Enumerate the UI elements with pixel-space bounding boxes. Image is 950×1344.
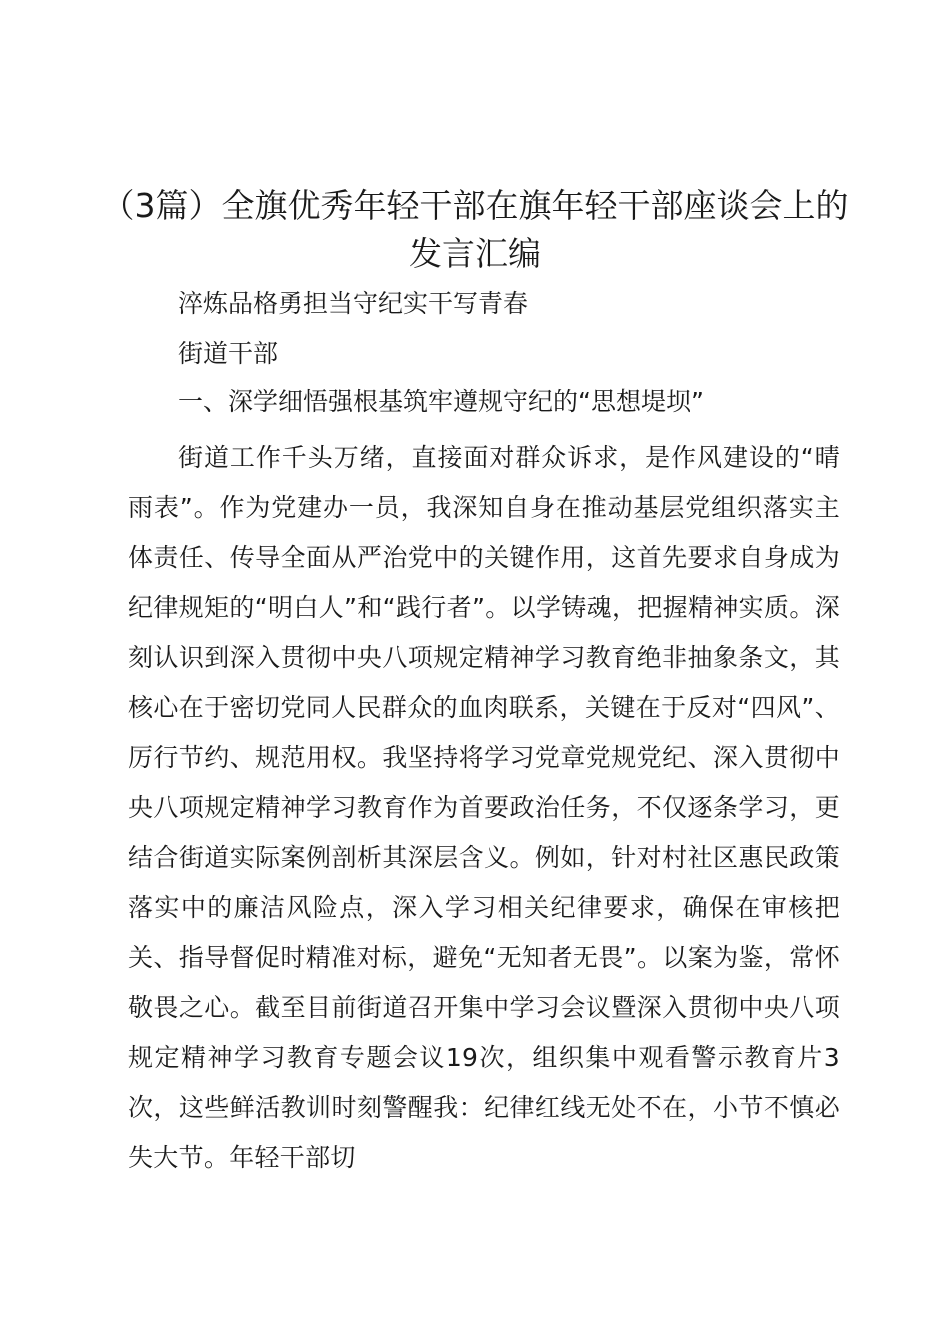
author-line: 街道干部 <box>178 339 279 368</box>
body-paragraph: 街道工作千头万绪，直接面对群众诉求，是作风建设的“晴雨表”。作为党建办一员，我深知自身在推动基层党组织落实主体责任、传导全面从严治党中的关键作用，这首先要求自身成为纪律规矩的“明白人”和“践行者”。以学铸魂，把握精神实质。深刻认识到深入贯彻中央八项规定精神学习教育绝非抽象条文，其核心在于密切党同人民群众的血肉联系，关键在于反对“四风”、厉行节约、规范用权。我坚持将学习党章党规党纪、深入贯彻中央八项规定精神学习教育作为首要政治任务，不仅逐条学习，更结合街道实际案例剖析其深层含义。例如，针对村社区惠民政策落实中的廉洁风险点，深入学习相关纪律要求，确保在审核把关、指导督促时精准对标，避免“无知者无畏”。以案为鉴，常怀敬畏之心。截至目前街道召开集中学习会议暨深入贯彻中央八项规定精神学习教育专题会议19次，组织集中观看警示教育片3次，这些鲜活教训时刻警醒我：纪律红线无处不在，小节不慎必失大节。年轻干部切 <box>128 443 840 1172</box>
document-subtitle: 淬炼品格勇担当守纪实干写青春 <box>178 289 529 318</box>
section-heading: 一、深学细悟强根基筑牢遵规守纪的“思想堤坝” <box>178 387 704 416</box>
document-title: （3篇）全旗优秀年轻干部在旗年轻干部座谈会上的发言汇编 <box>101 186 849 273</box>
